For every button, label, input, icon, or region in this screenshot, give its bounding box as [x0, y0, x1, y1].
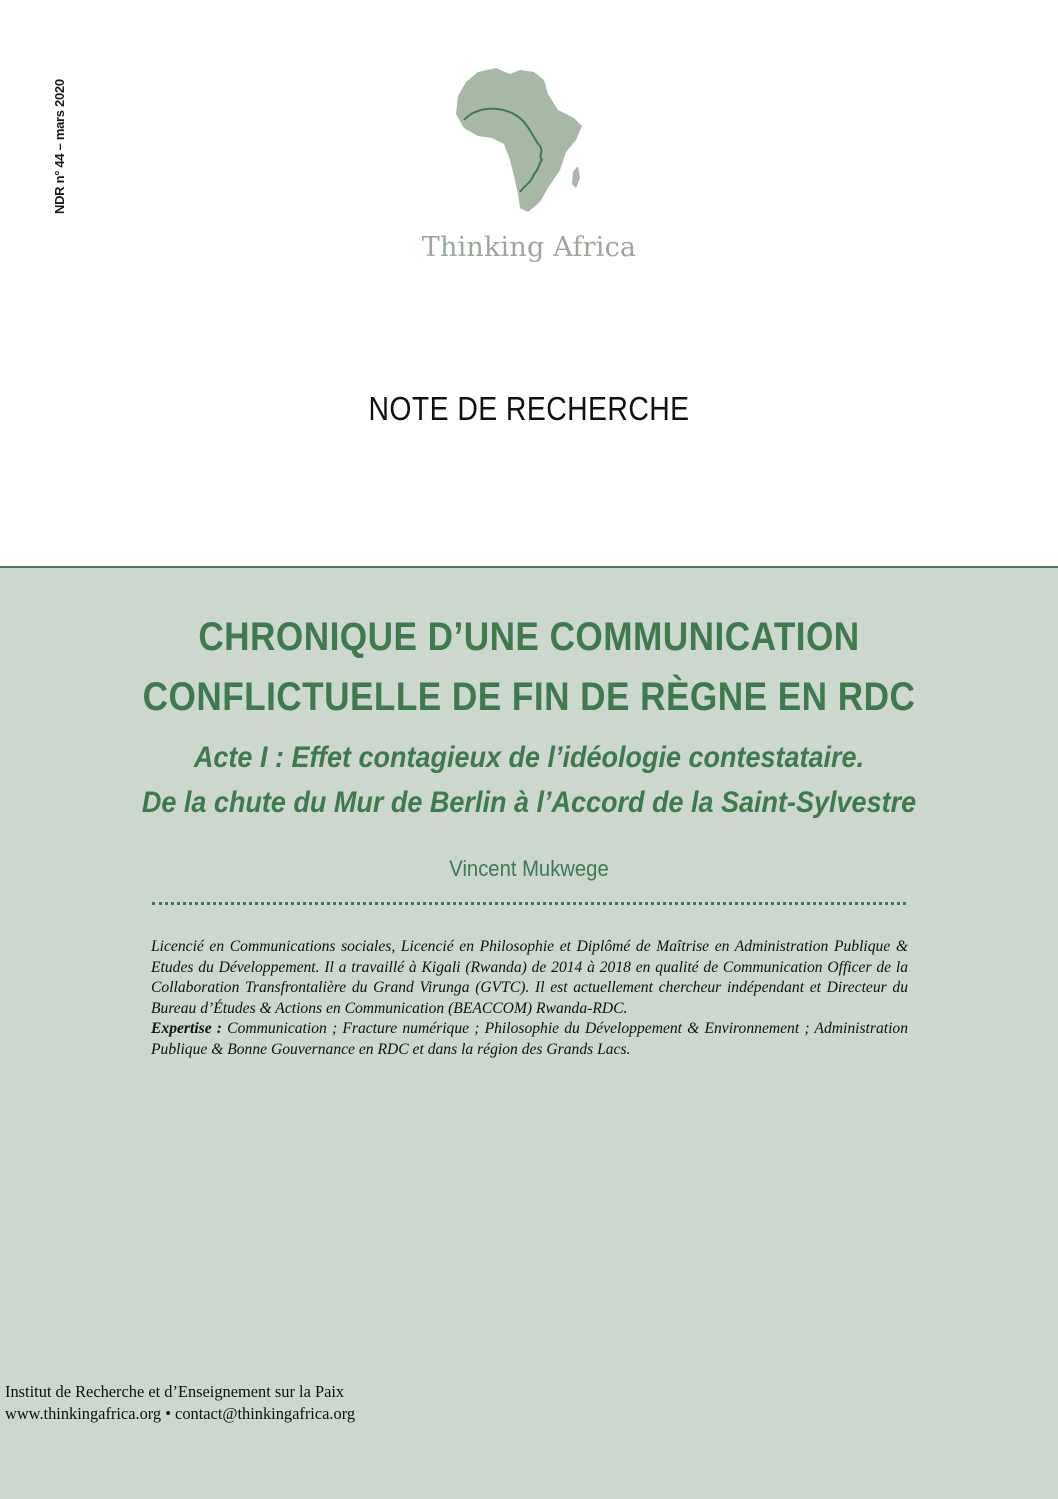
bio-text: Licencié en Communications sociales, Licencié en Philosophie et Diplômé de Maîtrise en Administration Publique & Etudes du Développement. Il a travaillé à Kigali (Rwanda) de 2014 à 2018 en qualité de Communication Officer de la Collaboration Transfrontalière du Grand Virunga (GVTC). Il est actuellement chercheur indépendant et Directeur du Bureau d’Études & Actions en Communication (BEACCOM) Rwanda-RDC. [151, 938, 908, 1017]
dotted-divider [152, 902, 906, 905]
expertise-label: Expertise : [151, 1020, 223, 1037]
contact-line[interactable]: www.thinkingafrica.org • contact@thinkingafrica.org [5, 1404, 356, 1423]
author-bio [151, 937, 908, 1060]
title-line-2: CONFLICTUELLE DE FIN DE RÈGNE EN RDC [142, 675, 916, 719]
institute-name: Institut de Recherche et d’Enseignement sur la Paix [5, 1382, 345, 1401]
expertise-text: Communication ; Fracture numérique ; Philosophie du Développement & Environnement ; Administration Publique & Bonne Gouvernance en RDC et dans la région des Grands Lacs. [151, 1020, 908, 1058]
subtitle-line-2: De la chute du Mur de Berlin à l’Accord de la Saint-Sylvestre [141, 786, 917, 819]
subtitle-line-1: Acte I : Effet contagieux de l’idéologie contestataire. [193, 741, 865, 774]
africa-map-icon [448, 60, 588, 220]
title-line-1: CHRONIQUE D’UNE COMMUNICATION [198, 615, 860, 659]
logo-text: Thinking Africa [421, 232, 637, 263]
issue-date-label: NDR n° 44 – mars 2020 [52, 79, 67, 214]
footer [5, 1381, 355, 1425]
document-type-title: NOTE DE RECHERCHE [368, 390, 690, 427]
author-name: Vincent Mukwege [449, 856, 609, 881]
